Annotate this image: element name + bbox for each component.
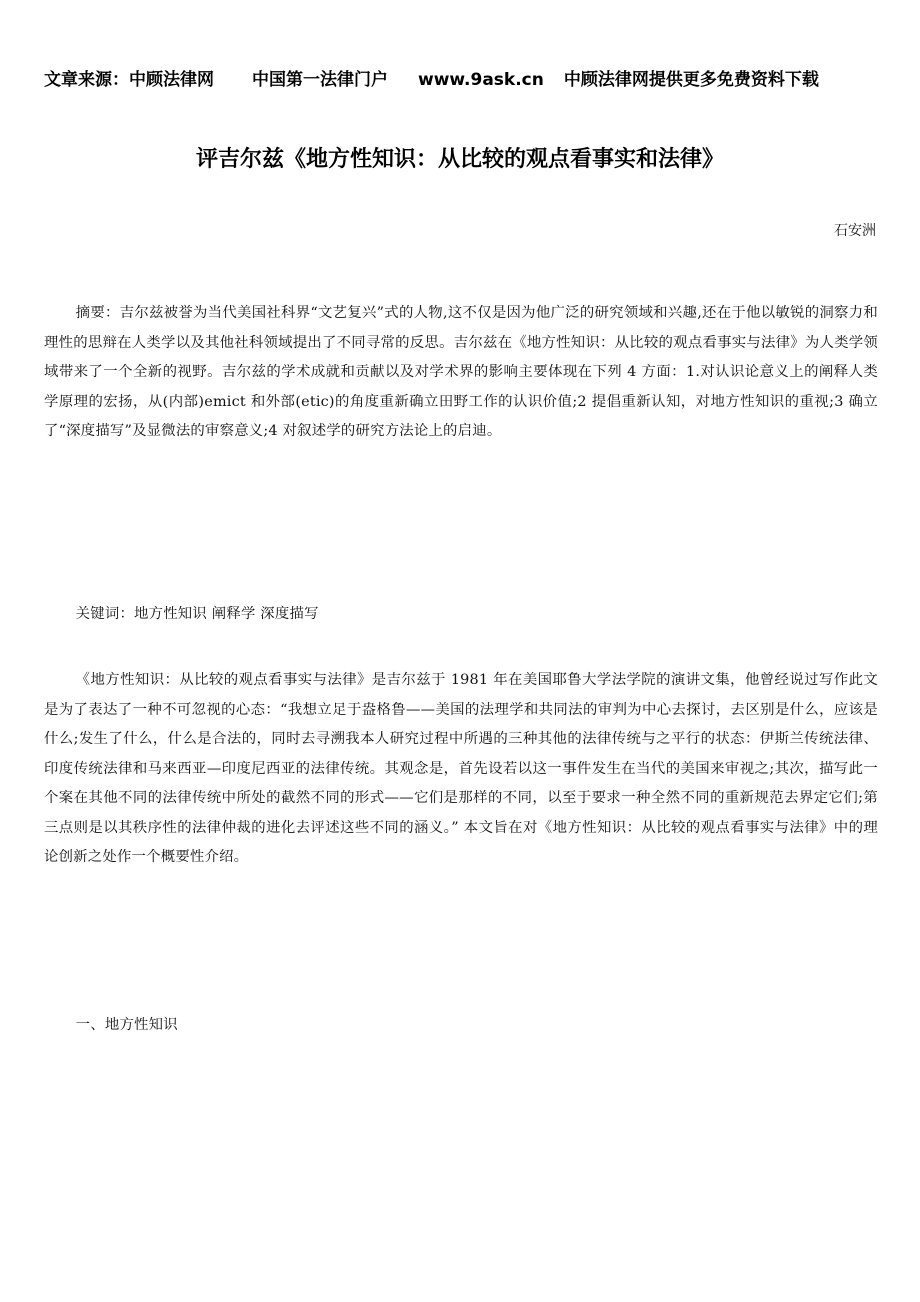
article-title: 评吉尔兹《地方性知识：从比较的观点看事实和法律》 <box>195 147 724 172</box>
keywords-paragraph: 关键词：地方性知识 阐释学 深度描写 <box>75 606 319 623</box>
intro-paragraph: 《地方性知识：从比较的观点看事实与法律》是吉尔兹于 1981 年在美国耶鲁大学法学院的演讲文集，他曾经说过写作此文是为了表达了一种不可忽视的心态：“我想立足于盎格鲁——美国的法理学和共同法的审判为中心去探讨，去区别是什么，应该是什么;发生了什么，什么是合法的，同时去寻溯我本人研究过程中所遇的三种其他的法律传统与之平行的状态：伊斯兰传统法律、印度传统法律和马来西亚—印度尼西亚的法律传统。其观念是，首先设若以这一事件发生在当代的美国来审视之;其次，描写此一个案在其他不同的法律传统中所处的截然不同的形式——它们是那样的不同，以至于要求一种全然不同的重新规范去界定它们;第三点则是以其秩序性的法律仲裁的进化去评述这些不同的涵义。” 本文旨在对《地方性知识：从比较的观点看事实与法律》中的理论创新之处作一个概要性介绍。 <box>44 672 878 866</box>
download-promo: 中顾法律网提供更多免费资料下载 <box>563 70 819 90</box>
site-slogan: 中国第一法律门户 <box>252 70 388 90</box>
section-heading-1: 一、地方性知识 <box>75 1017 178 1034</box>
abstract-paragraph: 摘要：吉尔兹被誉为当代美国社科界“文艺复兴”式的人物,这不仅是因为他广泛的研究领域和兴趣,还在于他以敏锐的洞察力和理性的思辩在人类学以及其他社科领域提出了不同寻常的反思。吉尔兹在《地方性知识：从比较的观点看事实与法律》为人类学领域带来了一个全新的视野。吉尔兹的学术成就和贡献以及对学术界的影响主要体现在下列 4 方面：1.对认识论意义上的阐释人类学原理的宏扬，从(内部)emict 和外部(etic)的角度重新确立田野工作的认识价值;2 提倡重新认知，对地方性知识的重视;3 确立了“深度描写”及显微法的审察意义;4 对叙述学的研究方法论上的启迪。 <box>44 305 878 440</box>
source-header <box>44 66 884 94</box>
article-author: 石安洲 <box>834 223 876 239</box>
source-label: 文章来源：中顾法律网 <box>44 70 214 90</box>
site-url[interactable]: www.9ask.cn <box>418 70 544 90</box>
